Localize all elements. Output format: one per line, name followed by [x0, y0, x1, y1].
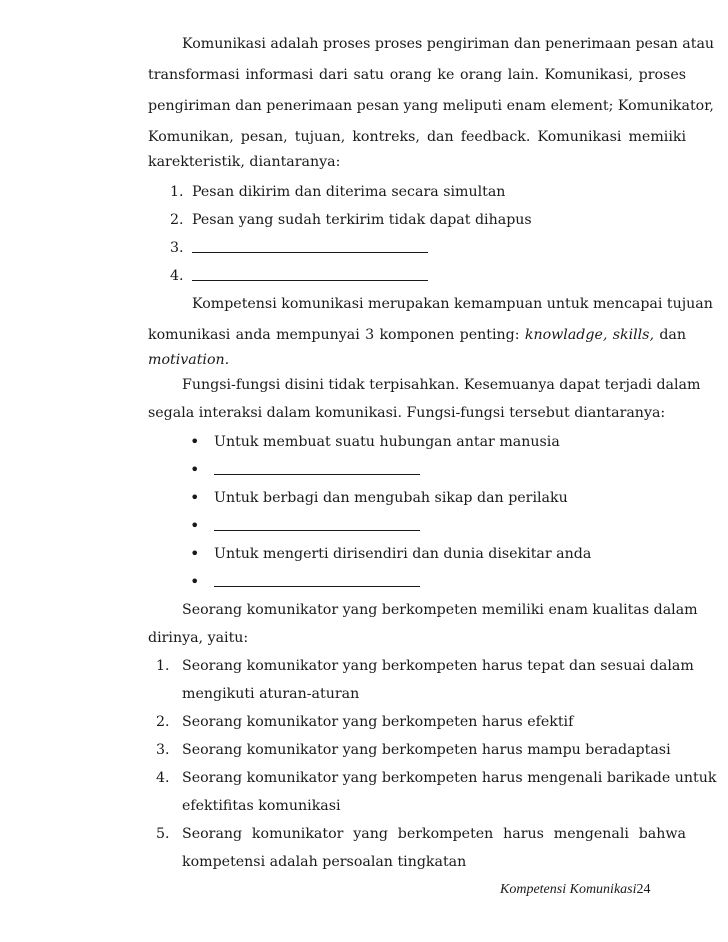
page-number: 24	[636, 882, 651, 897]
paragraph-1-line-2: transformasi informasi dari satu orang ke orang lain. Komunikasi, proses	[148, 67, 686, 83]
bullet-item-6-blank	[214, 574, 420, 591]
list-1-number-4: 4.	[170, 268, 184, 284]
paragraph-2-emphasis-2: motivation.	[148, 352, 230, 368]
paragraph-3-line-1: Fungsi-fungsi disini tidak terpisahkan. Kesemuanya dapat terjadi dalam	[182, 377, 701, 393]
list-2-item-3-line-1: Seorang komunikator yang berkompeten harus mampu beradaptasi	[182, 742, 671, 758]
list-1-item-4-blank	[192, 268, 428, 285]
list-2-item-5-line-1: Seorang komunikator yang berkompeten harus mengenali bahwa	[182, 826, 686, 842]
paragraph-2-line-2	[148, 327, 686, 343]
fill-in-blank	[214, 518, 420, 531]
list-1-number-3: 3.	[170, 240, 184, 256]
paragraph-4-line-1: Seorang komunikator yang berkompeten memiliki enam kualitas dalam	[182, 602, 698, 618]
paragraph-1-line-1: Komunikasi adalah proses proses pengiriman dan penerimaan pesan atau	[182, 36, 715, 52]
list-2-number-1: 1.	[156, 658, 170, 674]
bullet-item-1: Untuk membuat suatu hubungan antar manusia	[214, 434, 560, 450]
paragraph-1-line-5: karekteristik, diantaranya:	[148, 154, 341, 170]
bullet-icon: •	[190, 572, 200, 591]
paragraph-2-emphasis: knowladge, skills,	[524, 327, 654, 343]
paragraph-2-text: komunikasi anda mempunyai 3 komponen penting:	[148, 327, 520, 343]
bullet-icon: •	[190, 432, 200, 451]
fill-in-blank	[214, 462, 420, 475]
list-1-item-2: Pesan yang sudah terkirim tidak dapat dihapus	[192, 212, 532, 228]
list-1-item-1: Pesan dikirim dan diterima secara simultan	[192, 184, 506, 200]
list-1-number-2: 2.	[170, 212, 184, 228]
list-2-item-5-line-2: kompetensi adalah persoalan tingkatan	[182, 854, 467, 870]
bullet-icon: •	[190, 488, 200, 507]
paragraph-2-line-1: Kompetensi komunikasi merupakan kemampuan untuk mencapai tujuan	[192, 296, 713, 312]
list-2-item-2-line-1: Seorang komunikator yang berkompeten harus efektif	[182, 714, 574, 730]
paragraph-2-line-3	[148, 352, 229, 368]
bullet-item-5: Untuk mengerti dirisendiri dan dunia disekitar anda	[214, 546, 592, 562]
list-2-number-3: 3.	[156, 742, 170, 758]
paragraph-1-line-4: Komunikan, pesan, tujuan, kontreks, dan feedback. Komunikasi memiiki	[148, 129, 686, 145]
paragraph-1-line-3: pengiriman dan penerimaan pesan yang meliputi enam element; Komunikator,	[148, 98, 714, 114]
paragraph-4-line-2: dirinya, yaitu:	[148, 630, 249, 646]
list-2-item-1-line-2: mengikuti aturan-aturan	[182, 686, 360, 702]
list-2-number-5: 5.	[156, 826, 170, 842]
bullet-icon: •	[190, 544, 200, 563]
list-1-number-1: 1.	[170, 184, 184, 200]
page-footer	[500, 882, 651, 898]
list-1-item-3-blank	[192, 240, 428, 257]
bullet-icon: •	[190, 460, 200, 479]
list-2-number-2: 2.	[156, 714, 170, 730]
fill-in-blank	[192, 240, 428, 253]
bullet-item-3: Untuk berbagi dan mengubah sikap dan perilaku	[214, 490, 568, 506]
paragraph-3-line-2: segala interaksi dalam komunikasi. Fungsi-fungsi tersebut diantaranya:	[148, 405, 666, 421]
paragraph-2-text-end: dan	[659, 327, 687, 343]
list-2-item-4-line-2: efektifitas komunikasi	[182, 798, 341, 814]
bullet-item-4-blank	[214, 518, 420, 535]
fill-in-blank	[214, 574, 420, 587]
list-2-item-1-line-1: Seorang komunikator yang berkompeten harus tepat dan sesuai dalam	[182, 658, 694, 674]
bullet-item-2-blank	[214, 462, 420, 479]
list-2-item-4-line-1: Seorang komunikator yang berkompeten harus mengenali barikade untuk	[182, 770, 717, 786]
fill-in-blank	[192, 268, 428, 281]
bullet-icon: •	[190, 516, 200, 535]
footer-title: Kompetensi Komunikasi	[500, 882, 637, 897]
list-2-number-4: 4.	[156, 770, 170, 786]
